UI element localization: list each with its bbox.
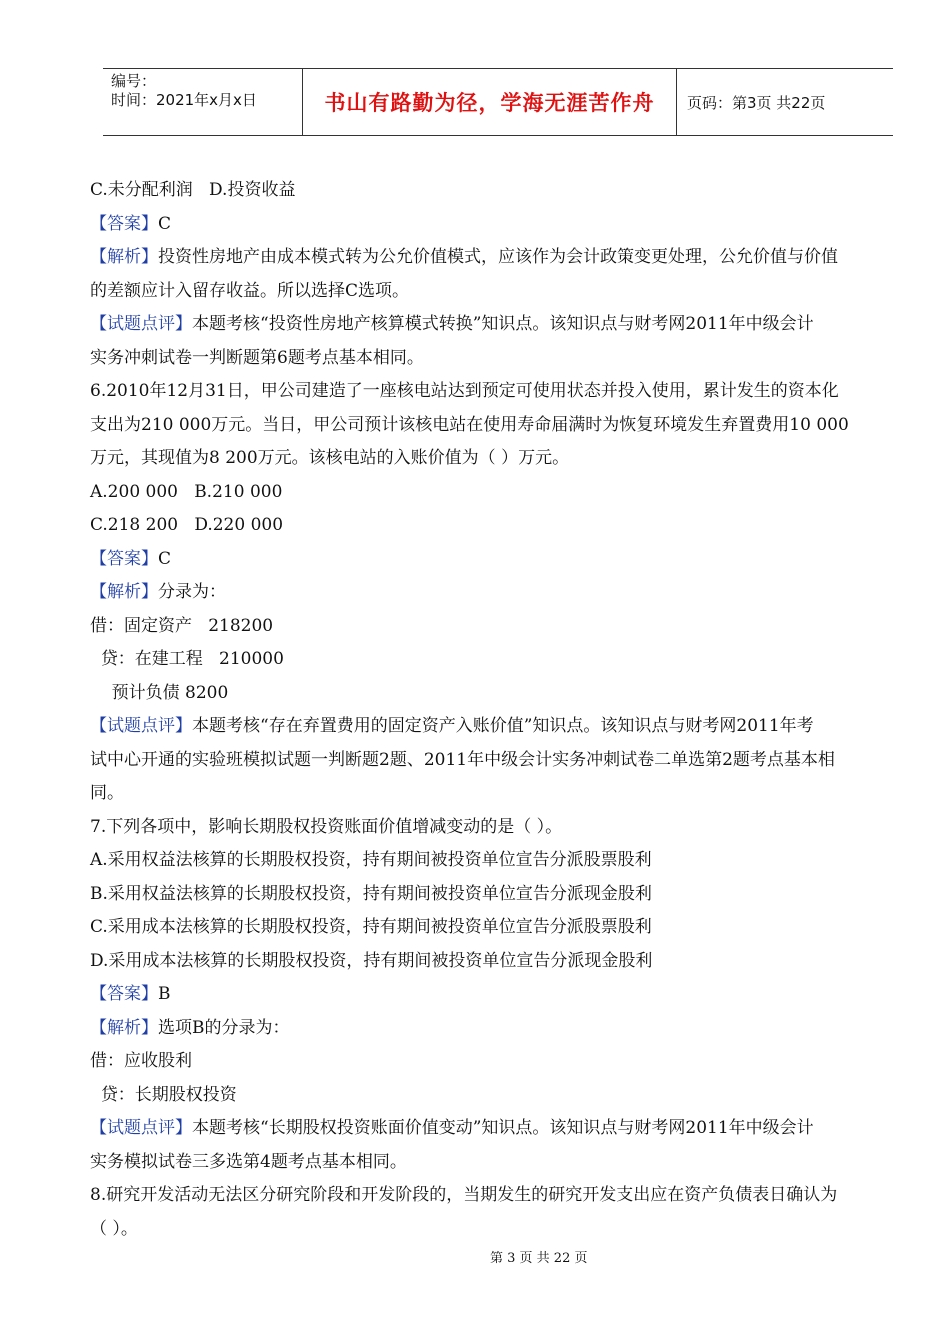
section-tag: 【解析】	[90, 247, 158, 267]
section-tag: 【解析】	[90, 582, 158, 602]
line-text: C.218 200 D.220 000	[90, 515, 284, 535]
line-text: 本题考核“存在弃置费用的固定资产入账价值”知识点。该知识点与财考网2011年考	[192, 716, 814, 736]
text-line	[90, 342, 905, 376]
line-text: 选项B的分录为：	[158, 1017, 290, 1038]
text-line	[90, 275, 905, 309]
line-text: A.200 000 B.210 000	[90, 481, 283, 502]
text-line	[90, 1179, 905, 1213]
line-text: 万元，其现值为8 200万元。该核电站的入账价值为（ ）万元。	[90, 448, 570, 468]
line-text: 贷：在建工程 210000	[90, 649, 284, 669]
line-text: 借：固定资产 218200	[90, 615, 274, 636]
doc-time-label: 时间：2021年x月x日	[111, 91, 257, 109]
line-text: B.采用权益法核算的长期股权投资，持有期间被投资单位宣告分派现金股利	[90, 883, 652, 904]
line-text: 借：应收股利	[90, 1051, 192, 1071]
text-line	[90, 375, 905, 409]
text-line	[90, 811, 905, 845]
text-line	[90, 610, 905, 644]
text-line	[90, 409, 905, 443]
text-line	[90, 911, 905, 945]
text-line	[90, 744, 905, 778]
header-page-label: 页码：第3页 共22页	[687, 93, 826, 112]
page-header	[103, 68, 893, 136]
line-text: 投资性房地产由成本模式转为公允价值模式，应该作为会计政策变更处理，公允价值与价值	[158, 247, 838, 267]
line-text: 试中心开通的实验班模拟试题一判断题2题、2011年中级会计实务冲刺试卷二单选第2题考点基本相	[90, 749, 835, 770]
line-text: 本题考核“长期股权投资账面价值变动”知识点。该知识点与财考网2011年中级会计	[192, 1118, 814, 1138]
text-line	[90, 476, 905, 510]
line-text: C.采用成本法核算的长期股权投资，持有期间被投资单位宣告分派股票股利	[90, 917, 652, 937]
text-line	[90, 643, 905, 677]
text-line	[90, 1045, 905, 1079]
text-line	[90, 308, 905, 342]
section-tag: 【试题点评】	[90, 1118, 192, 1138]
text-line	[90, 978, 905, 1012]
line-text: 支出为210 000万元。当日，甲公司预计该核电站在使用寿命届满时为恢复环境发生弃置费用10 000	[90, 414, 849, 435]
line-text: 同。	[90, 783, 124, 803]
section-tag: 【答案】	[90, 213, 158, 234]
line-text: 实务冲刺试卷一判断题第6题考点基本相同。	[90, 347, 424, 368]
section-tag: 【答案】	[90, 548, 158, 569]
line-text: B	[158, 984, 171, 1004]
line-text: C	[158, 213, 172, 234]
line-text: 8.研究开发活动无法区分研究阶段和开发阶段的，当期发生的研究开发支出应在资产负债表日确认为	[90, 1185, 838, 1205]
text-line	[90, 777, 905, 811]
text-line	[90, 710, 905, 744]
line-text: （ ）。	[90, 1218, 138, 1239]
text-line	[90, 1079, 905, 1113]
section-tag: 【试题点评】	[90, 314, 192, 334]
line-text: 实务模拟试卷三多选第4题考点基本相同。	[90, 1151, 407, 1172]
text-line	[90, 878, 905, 912]
section-tag: 【答案】	[90, 984, 158, 1004]
text-line	[90, 844, 905, 878]
doc-number-label: 编号：	[111, 72, 157, 90]
text-line	[90, 543, 905, 577]
line-text: 分录为：	[158, 582, 226, 602]
text-line	[90, 1146, 905, 1180]
line-text: 6.2010年12月31日，甲公司建造了一座核电站达到预定可使用状态并投入使用，累计发生的资本化	[90, 381, 839, 401]
text-line	[90, 208, 905, 242]
line-text: 7.下列各项中，影响长期股权投资账面价值增减变动的是（ ）。	[90, 816, 563, 837]
page-footer: 第 3 页 共 22 页	[490, 1251, 588, 1266]
text-line	[90, 1213, 905, 1247]
text-line	[90, 576, 905, 610]
line-text: D.采用成本法核算的长期股权投资，持有期间被投资单位宣告分派现金股利	[90, 950, 653, 971]
line-text: C	[158, 548, 172, 569]
document-body	[90, 174, 905, 1246]
text-line	[90, 241, 905, 275]
text-line	[90, 509, 905, 543]
line-text: 的差额应计入留存收益。所以选择C选项。	[90, 280, 410, 301]
text-line	[90, 442, 905, 476]
header-meta	[103, 69, 303, 135]
section-tag: 【试题点评】	[90, 716, 192, 736]
text-line	[90, 174, 905, 208]
text-line	[90, 945, 905, 979]
line-text: 贷：长期股权投资	[90, 1084, 237, 1105]
text-line	[90, 1112, 905, 1146]
line-text: 预计负债 8200	[90, 682, 229, 703]
section-tag: 【解析】	[90, 1017, 158, 1038]
text-line	[90, 1012, 905, 1046]
text-line	[90, 677, 905, 711]
header-motto: 书山有路勤为径，学海无涯苦作舟	[303, 69, 677, 135]
line-text: 本题考核“投资性房地产核算模式转换”知识点。该知识点与财考网2011年中级会计	[192, 314, 814, 334]
line-text: C.未分配利润 D.投资收益	[90, 180, 296, 200]
line-text: A.采用权益法核算的长期股权投资，持有期间被投资单位宣告分派股票股利	[90, 850, 652, 870]
